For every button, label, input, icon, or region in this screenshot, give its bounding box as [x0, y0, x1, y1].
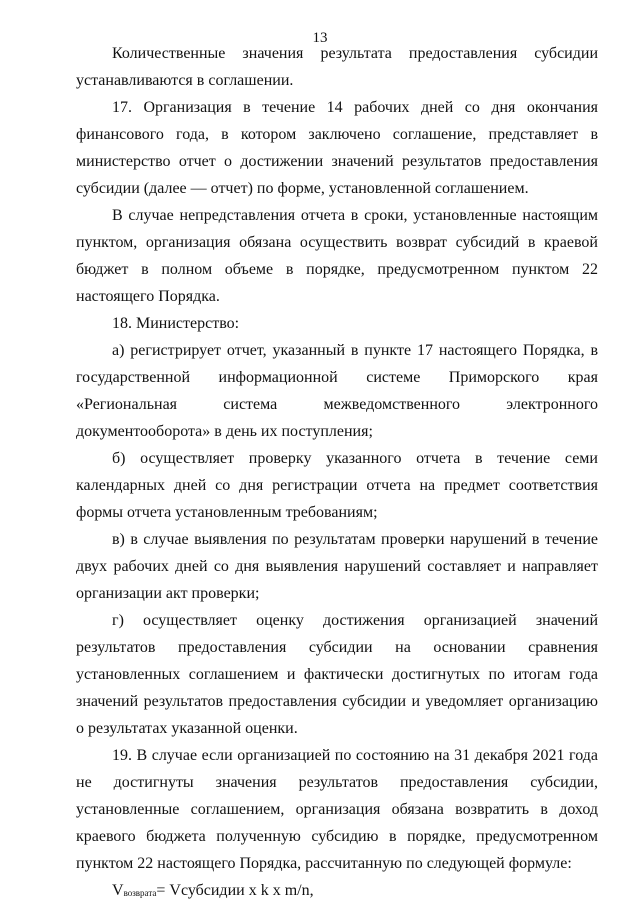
formula-lhs-subscript: возврата	[123, 888, 157, 898]
formula-lhs: V	[112, 882, 124, 899]
page-number: 13	[312, 30, 328, 46]
document-body	[76, 40, 598, 907]
refund-formula	[76, 877, 598, 907]
paragraph-18b-checks: б) осуществляет проверку указанного отчета в течение семи календарных дней со дня регистрации отчета на предмет соответствия формы отчета установленным требованиям;	[76, 450, 598, 521]
paragraph-17-report: 17. Организация в течение 14 рабочих дней со дня окончания финансового года, в котором заключено соглашение, представляет в министерство отчет о достижении значений результатов предоставления субсидии (далее — отчет) по форме, установленной соглашением.	[76, 99, 598, 197]
paragraph-results-in-agreement: Количественные значения результата предоставления субсидии устанавливаются в соглашении.	[76, 45, 598, 89]
paragraph-18-ministry: 18. Министерство:	[112, 315, 240, 332]
paragraph-18d-evaluation: г) осуществляет оценку достижения организацией значений результатов предоставления субсидии на основании сравнения установленных соглашением и фактически достигнутых по итогам года значений результатов предоставления субсидии и уведомляет организацию о результатах указанной оценки.	[76, 612, 598, 737]
paragraph-19-refund: 19. В случае если организацией по состоянию на 31 декабря 2021 года не достигнуты значения результатов предоставления субсидии, установленные соглашением, организация обязана возвратить в доход краевого бюджета полученную субсидию в порядке, предусмотренном пунктом 22 настоящего Порядка, рассчитанную по следующей формуле:	[76, 747, 598, 872]
formula-rhs: = Vсубсидии x k x m/n,	[156, 882, 314, 899]
paragraph-18c-violations: в) в случае выявления по результатам проверки нарушений в течение двух рабочих дней со дня выявления нарушений составляет и направляет организации акт проверки;	[76, 531, 598, 602]
paragraph-18a-registers: а) регистрирует отчет, указанный в пункте 17 настоящего Порядка, в государственной информационной системе Приморского края «Региональная система межведомственного электронного документооборота» в день их поступления;	[76, 342, 598, 440]
paragraph-non-submission: В случае непредставления отчета в сроки, установленные настоящим пунктом, организация обязана осуществить возврат субсидий в краевой бюджет в полном объеме в порядке, предусмотренном пунктом 22 настоящего Порядка.	[76, 207, 598, 305]
